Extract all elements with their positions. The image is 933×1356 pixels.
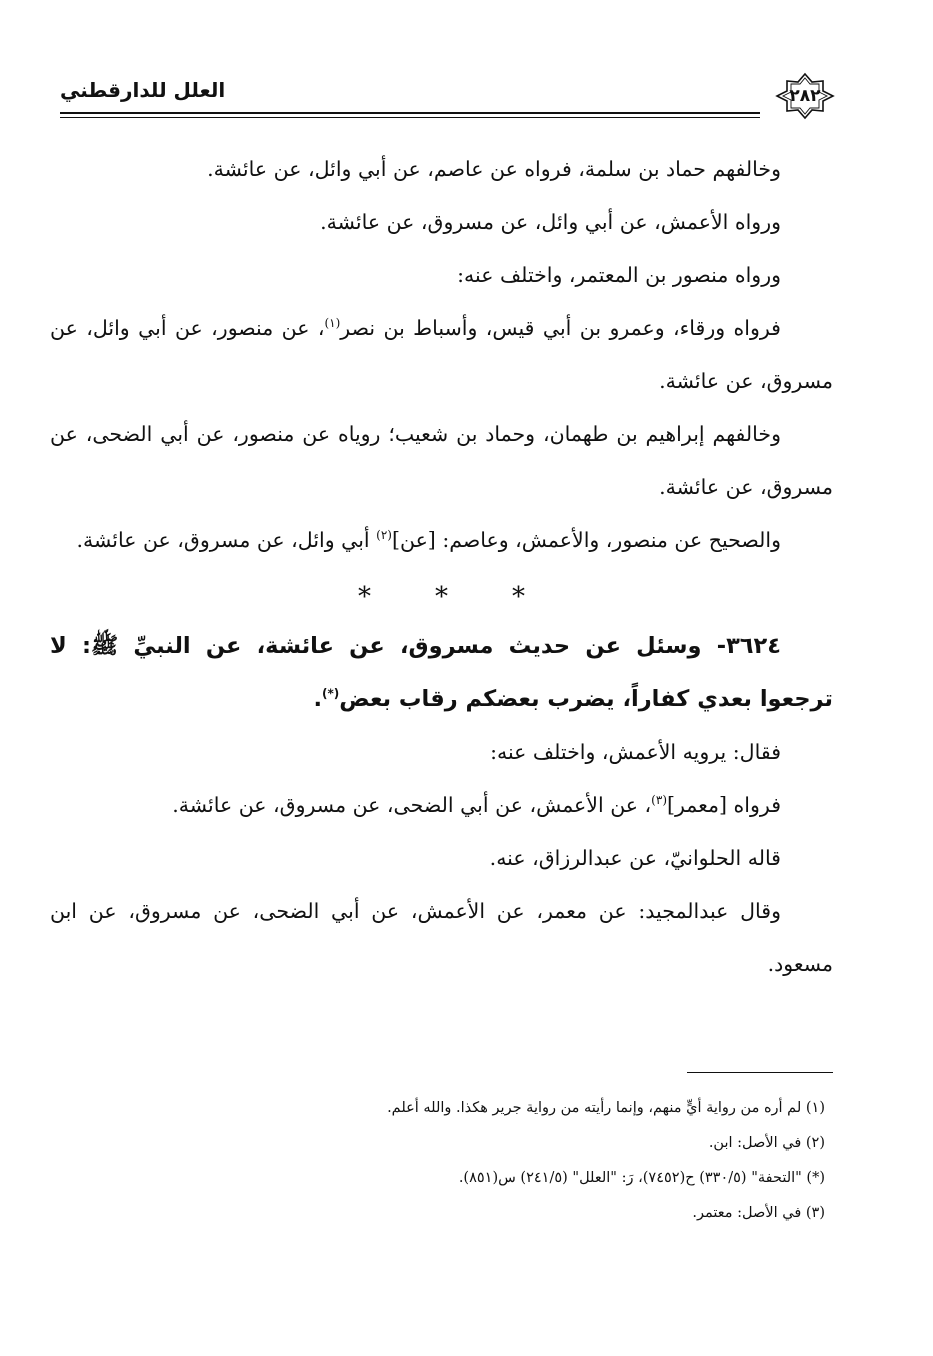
- header-rule-thin: [60, 117, 760, 118]
- paragraph-text: ، عن الأعمش، عن أبي الضحى، عن مسروق، عن عائشة.: [172, 793, 652, 817]
- footnotes: [50, 1091, 825, 1231]
- paragraph: [50, 514, 833, 567]
- page-number-badge: [774, 72, 836, 120]
- page-number: ٢٨٢: [789, 86, 821, 106]
- paragraph: فقال: يرويه الأعمش، واختلف عنه:: [490, 740, 781, 764]
- footnote-ref: (٢): [376, 528, 392, 543]
- footnote: (١) لم أره من رواية أيٍّ منهم، وإنما رأيته من رواية جرير هكذا. والله أعلم.: [387, 1100, 825, 1116]
- running-title: العلل للدارقطني: [60, 78, 226, 102]
- paragraph: وقال عبدالمجيد: عن معمر، عن الأعمش، عن أبي الضحى، عن مسروق، عن ابن مسعود.: [50, 899, 833, 976]
- footnote: (*) "التحفة" (٣٣٠/٥) ح(٧٤٥٢)، رَ: "العلل" (٢٤١/٥) س(٨٥١).: [458, 1170, 825, 1186]
- footnote: (٣) في الأصل: معتمر.: [692, 1205, 825, 1221]
- paragraph: [50, 779, 833, 832]
- entry-heading: [50, 620, 833, 726]
- entry-heading-text: .: [313, 686, 322, 712]
- footnote-ref: (٣): [651, 793, 667, 808]
- paragraph: وخالفهم حماد بن سلمة، فرواه عن عاصم، عن أبي وائل، عن عائشة.: [207, 157, 781, 181]
- paragraph: قاله الحلوانيّ، عن عبدالرزاق، عنه.: [489, 846, 781, 870]
- section-separator: [50, 567, 833, 620]
- footnote-ref: (*): [322, 686, 340, 701]
- paragraph-text: ، عن منصور، عن أبي وائل، عن مسروق، عن عائشة.: [50, 316, 833, 393]
- paragraph-text: فرواه [معمر]: [667, 793, 781, 817]
- paragraph-text: أبي وائل، عن مسروق، عن عائشة.: [76, 528, 377, 552]
- paragraph: ورواه الأعمش، عن أبي وائل، عن مسروق، عن عائشة.: [320, 210, 781, 234]
- page-header: [60, 72, 836, 120]
- separator-star: *: [435, 582, 448, 612]
- paragraph: [50, 302, 833, 408]
- separator-star: *: [512, 582, 525, 612]
- paragraph: وخالفهم إبراهيم بن طهمان، وحماد بن شعيب؛ روياه عن منصور، عن أبي الضحى، عن مسروق، عن عائشة.: [50, 422, 833, 499]
- main-text: [50, 143, 833, 991]
- footnote-divider: [687, 1072, 833, 1073]
- footnote: (٢) في الأصل: ابن.: [708, 1135, 825, 1151]
- separator-star: *: [358, 582, 371, 612]
- header-rule: [60, 112, 760, 114]
- paragraph-text: والصحيح عن منصور، والأعمش، وعاصم: [عن]: [391, 528, 781, 552]
- paragraph: ورواه منصور بن المعتمر، واختلف عنه:: [457, 263, 781, 287]
- entry-heading-text: ٣٦٢٤- وسئل عن حديث مسروق، عن عائشة، عن النبيِّ ﷺ: لا ترجعوا بعدي كفاراً، يضرب بعضكم رقاب بعض: [50, 633, 833, 712]
- paragraph-text: فرواه ورقاء، وعمرو بن أبي قيس، وأسباط بن نصر: [340, 316, 781, 340]
- footnote-ref: (١): [324, 316, 341, 331]
